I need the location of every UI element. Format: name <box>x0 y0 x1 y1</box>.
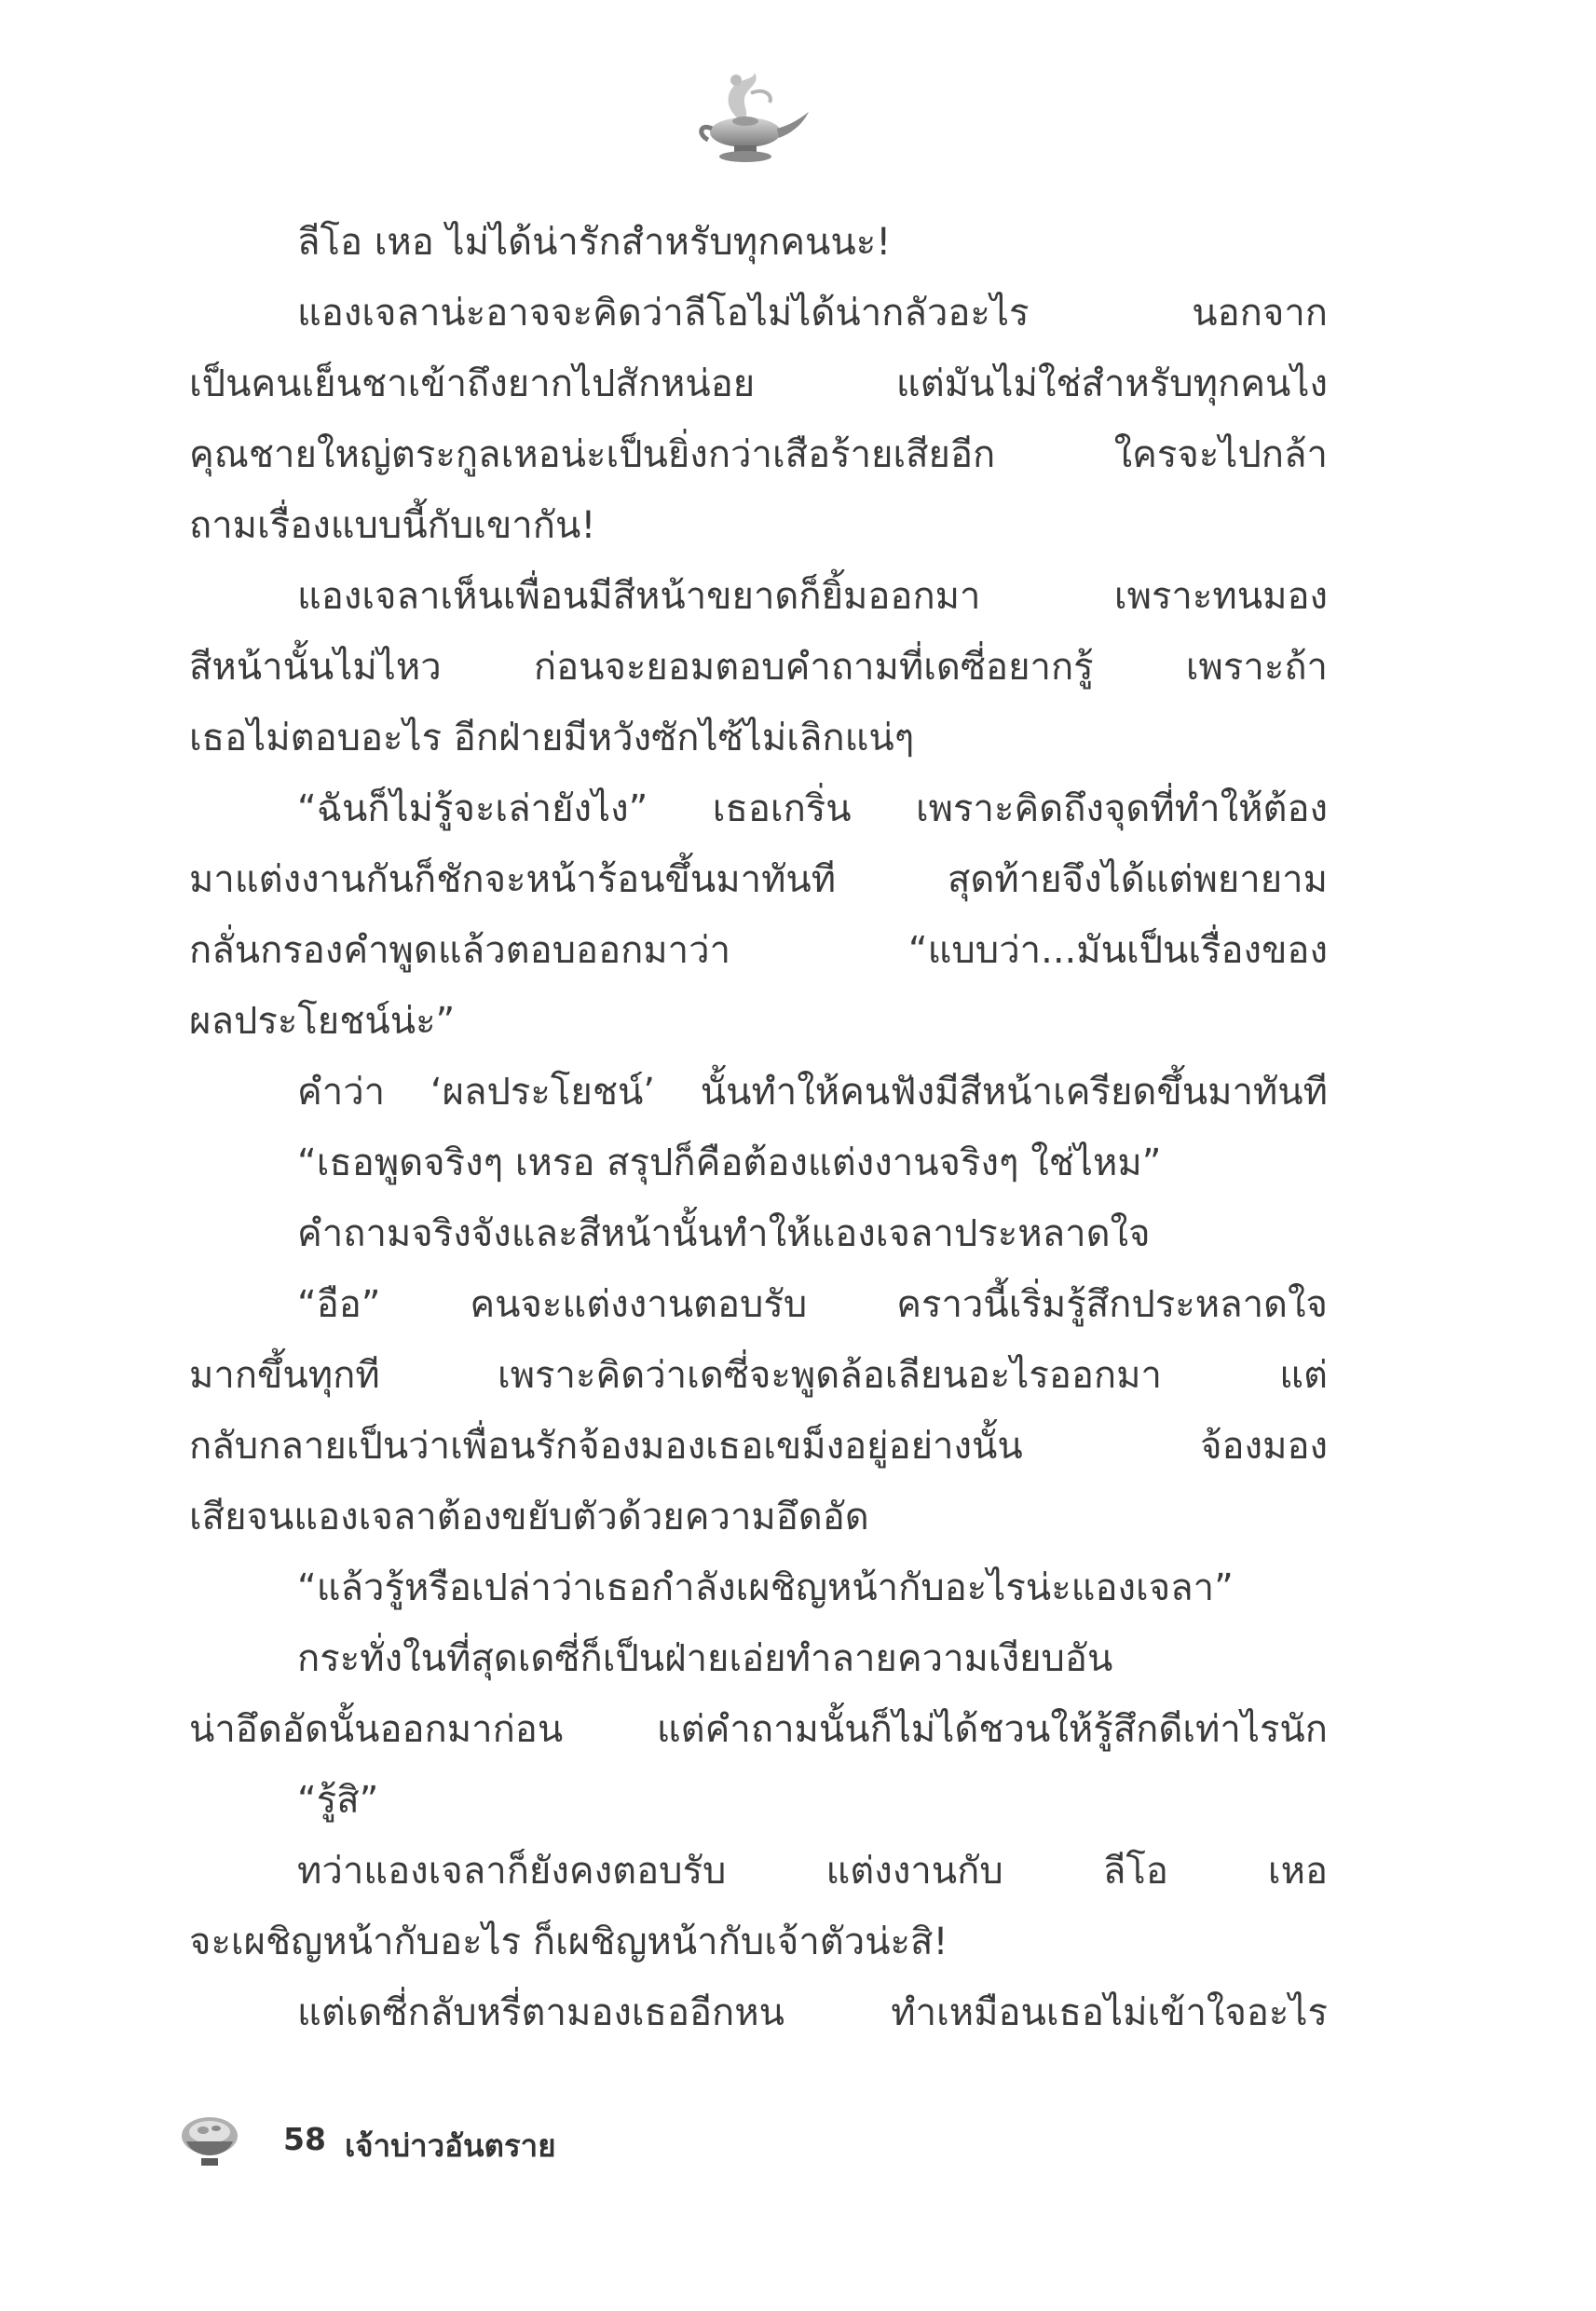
genie-lamp-icon <box>680 67 820 170</box>
text-line: กลับกลายเป็นว่าเพื่อนรักจ้องมองเธอเขม็งอยู่อย่างนั้น จ้องมอง <box>189 1425 1328 1468</box>
text-line: “ฉันก็ไม่รู้จะเล่ายังไง” เธอเกริ่น เพราะคิดถึงจุดที่ทำให้ต้อง <box>297 787 1328 830</box>
text-line: แองเจลาน่ะอาจจะคิดว่าลีโอไม่ได้น่ากลัวอะไร นอกจาก <box>297 292 1328 335</box>
text-line: เธอไม่ตอบอะไร อีกฝ่ายมีหวังซักไซ้ไม่เลิกแน่ๆ <box>189 717 915 759</box>
page-number: 58 <box>283 2121 326 2157</box>
text-line: ลีโอ เหอ ไม่ได้น่ารักสำหรับทุกคนนะ! <box>297 221 892 264</box>
page-footer <box>177 2108 736 2182</box>
ornament-bowl-icon <box>177 2108 242 2173</box>
body-text <box>189 207 1328 2048</box>
text-line: คุณชายใหญ่ตระกูลเหอน่ะเป็นยิ่งกว่าเสือร้ายเสียอีก ใครจะไปกล้า <box>189 433 1328 476</box>
text-line: มากขึ้นทุกที เพราะคิดว่าเดซี่จะพูดล้อเลียนอะไรออกมา แต่ <box>189 1354 1328 1397</box>
text-line: “แล้วรู้หรือเปล่าว่าเธอกำลังเผชิญหน้ากับอะไรน่ะแองเจลา” <box>297 1566 1234 1609</box>
text-line: จะเผชิญหน้ากับอะไร ก็เผชิญหน้ากับเจ้าตัวน่ะสิ! <box>189 1921 948 1963</box>
text-line: ทว่าแองเจลาก็ยังคงตอบรับ แต่งงานกับ ลีโอ เหอ <box>297 1850 1328 1893</box>
text-line: “รู้สิ” <box>297 1779 379 1822</box>
text-line: “เธอพูดจริงๆ เหรอ สรุปก็คือต้องแต่งงานจริงๆ ใช่ไหม” <box>297 1142 1162 1184</box>
text-line: คำถามจริงจังและสีหน้านั้นทำให้แองเจลาประหลาดใจ <box>297 1212 1151 1255</box>
text-line: “อือ” คนจะแต่งงานตอบรับ คราวนี้เริ่มรู้สึกประหลาดใจ <box>297 1283 1328 1326</box>
text-line: เป็นคนเย็นชาเข้าถึงยากไปสักหน่อย แต่มันไม่ใช่สำหรับทุกคนไง <box>189 362 1328 405</box>
text-line: เสียจนแองเจลาต้องขยับตัวด้วยความอึดอัด <box>189 1496 869 1538</box>
text-line: แต่เดซี่กลับหรี่ตามองเธออีกหน ทำเหมือนเธอไม่เข้าใจอะไร <box>297 1991 1328 2034</box>
text-line: กระทั่งในที่สุดเดซี่ก็เป็นฝ่ายเอ่ยทำลายความเงียบอัน <box>297 1637 1113 1680</box>
text-line: ถามเรื่องแบบนี้กับเขากัน! <box>189 504 596 547</box>
book-title: เจ้าบ่าวอันตราย <box>345 2127 556 2164</box>
text-line: น่าอึดอัดนั้นออกมาก่อน แต่คำถามนั้นก็ไม่ได้ชวนให้รู้สึกดีเท่าไรนัก <box>189 1708 1328 1751</box>
text-line: ผลประโยชน์น่ะ” <box>189 1000 456 1043</box>
text-line: มาแต่งงานกันก็ชักจะหน้าร้อนขึ้นมาทันที สุดท้ายจึงได้แต่พยายาม <box>189 858 1328 901</box>
text-line: แองเจลาเห็นเพื่อนมีสีหน้าขยาดก็ยิ้มออกมา เพราะทนมอง <box>297 575 1328 618</box>
text-line: สีหน้านั้นไม่ไหว ก่อนจะยอมตอบคำถามที่เดซี่อยากรู้ เพราะถ้า <box>189 646 1328 689</box>
text-line: คำว่า ‘ผลประโยชน์’ นั้นทำให้คนฟังมีสีหน้าเครียดขึ้นมาทันที <box>297 1071 1328 1114</box>
text-line: กลั่นกรองคำพูดแล้วตอบออกมาว่า “แบบว่า...มันเป็นเรื่องของ <box>189 929 1328 972</box>
